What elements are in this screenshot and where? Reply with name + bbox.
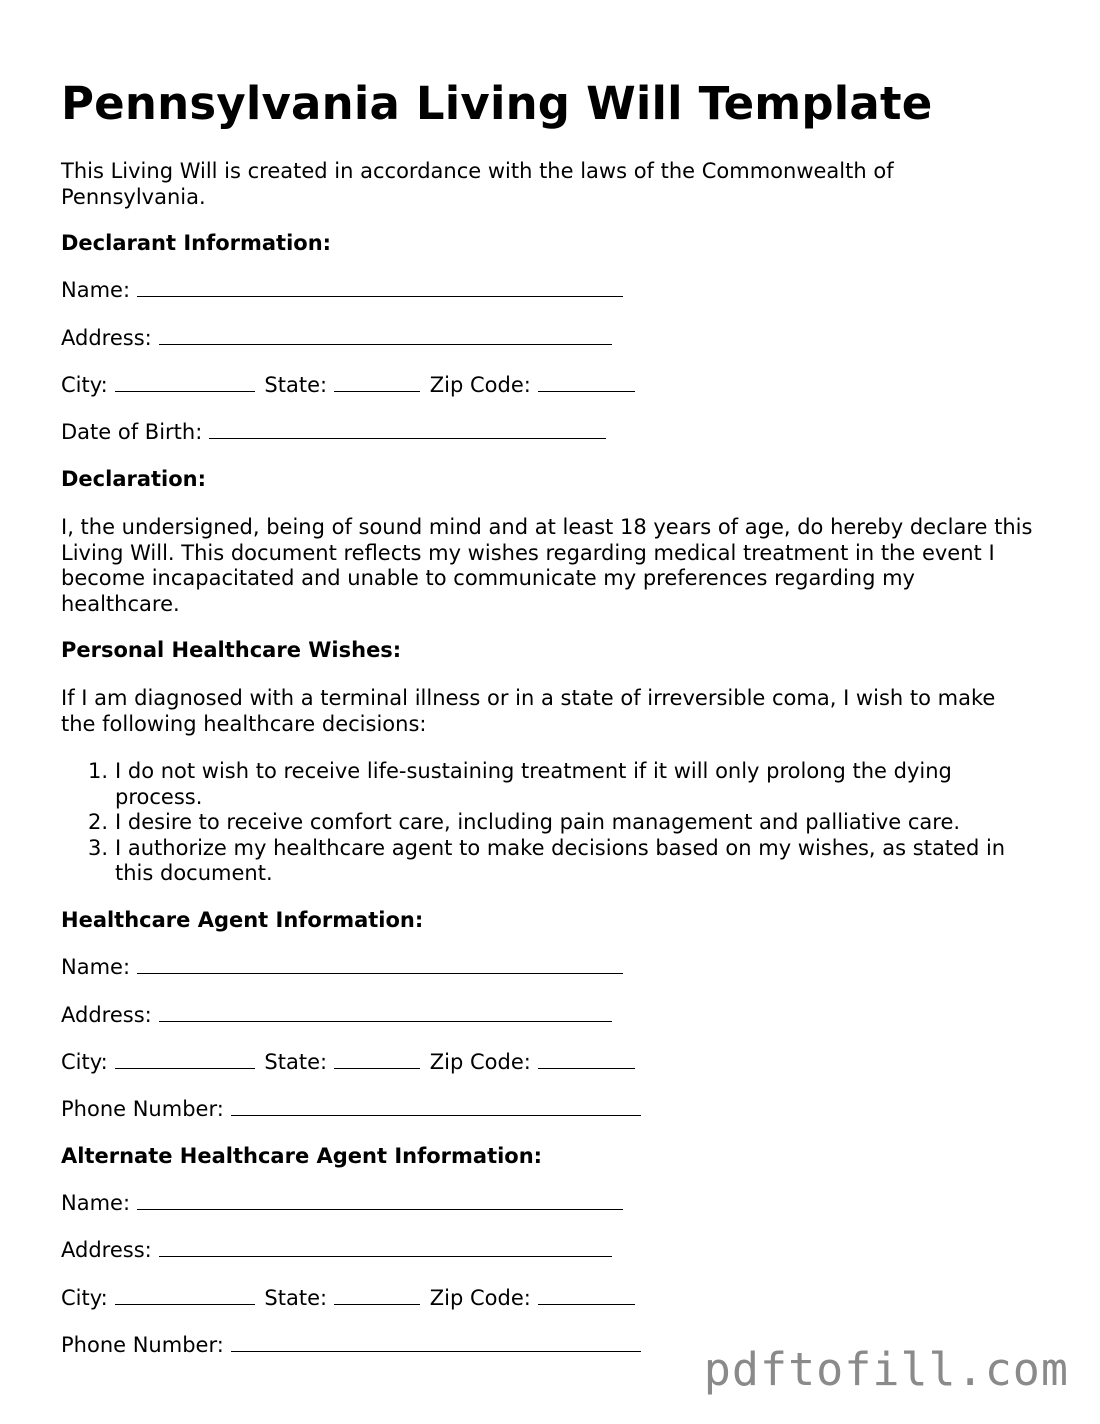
agent-phone-row — [61, 1097, 641, 1123]
wishes-intro: If I am diagnosed with a terminal illness or in a state of irreversible coma, I wish to make the following healthcare decisions: — [61, 686, 996, 736]
alternate-city-row — [61, 1286, 635, 1312]
agent-heading: Healthcare Agent Information: — [61, 908, 424, 932]
declarant-name-field[interactable] — [137, 278, 623, 297]
agent-address-row — [61, 1003, 612, 1029]
agent-city-row — [61, 1050, 635, 1076]
agent-phone-field[interactable] — [231, 1097, 641, 1116]
agent-name-field[interactable] — [137, 955, 623, 974]
alternate-city-label: City: — [61, 1286, 108, 1310]
agent-state-label: State: — [264, 1050, 328, 1074]
declarant-zip-label: Zip Code: — [429, 373, 531, 397]
declarant-state-label: State: — [264, 373, 328, 397]
intro-paragraph: This Living Will is created in accordance with the laws of the Commonwealth of Pennsylvania. — [61, 159, 894, 209]
alternate-state-field[interactable] — [334, 1286, 420, 1305]
declarant-city-field[interactable] — [115, 373, 255, 392]
alternate-address-field[interactable] — [159, 1238, 612, 1257]
alternate-agent-heading: Alternate Healthcare Agent Information: — [61, 1144, 543, 1168]
list-item-number: 1. — [88, 759, 109, 783]
declarant-zip-field[interactable] — [538, 373, 635, 392]
list-item-text: I do not wish to receive life-sustaining treatment if it will only prolong the dying process. — [115, 759, 952, 809]
wishes-list — [88, 759, 1038, 887]
alternate-phone-label: Phone Number: — [61, 1333, 224, 1357]
declarant-name-row — [61, 278, 623, 304]
declarant-heading: Declarant Information: — [61, 231, 332, 255]
declarant-address-label: Address: — [61, 326, 152, 350]
list-item-number: 2. — [88, 810, 109, 834]
alternate-name-row — [61, 1191, 623, 1217]
alternate-address-row — [61, 1238, 612, 1264]
agent-address-field[interactable] — [159, 1003, 612, 1022]
declaration-heading: Declaration: — [61, 467, 207, 491]
declarant-state-field[interactable] — [334, 373, 420, 392]
page-title: Pennsylvania Living Will Template — [61, 77, 933, 130]
agent-zip-field[interactable] — [538, 1050, 635, 1069]
agent-zip-label: Zip Code: — [429, 1050, 531, 1074]
wishes-heading: Personal Healthcare Wishes: — [61, 638, 402, 662]
agent-name-label: Name: — [61, 955, 131, 979]
declarant-city-label: City: — [61, 373, 108, 397]
list-item-number: 3. — [88, 835, 109, 860]
alternate-zip-field[interactable] — [538, 1286, 635, 1305]
list-item — [88, 810, 1038, 836]
alternate-city-field[interactable] — [115, 1286, 255, 1305]
declaration-paragraph: I, the undersigned, being of sound mind and at least 18 years of age, do hereby declare this Living Will. This document reflects my wishes regarding medical treatment in the event I become incapacitated and unable to communicate my preferences regarding my healthcare. — [61, 515, 1033, 616]
watermark-text: pdftofill.com — [703, 1343, 1069, 1396]
alternate-name-label: Name: — [61, 1191, 131, 1215]
agent-city-field[interactable] — [115, 1050, 255, 1069]
agent-phone-label: Phone Number: — [61, 1097, 224, 1121]
declarant-address-row — [61, 326, 612, 352]
agent-name-row — [61, 955, 623, 981]
list-item — [88, 759, 1038, 810]
declarant-dob-label: Date of Birth: — [61, 420, 203, 444]
alternate-zip-label: Zip Code: — [429, 1286, 531, 1310]
alternate-name-field[interactable] — [137, 1191, 623, 1210]
alternate-state-label: State: — [264, 1286, 328, 1310]
list-item — [88, 836, 1038, 887]
declarant-dob-row — [61, 420, 606, 446]
agent-state-field[interactable] — [334, 1050, 420, 1069]
alternate-address-label: Address: — [61, 1238, 152, 1262]
declarant-dob-field[interactable] — [209, 420, 606, 439]
agent-address-label: Address: — [61, 1003, 152, 1027]
declarant-address-field[interactable] — [159, 326, 612, 345]
declarant-city-row — [61, 373, 635, 399]
alternate-phone-row — [61, 1333, 641, 1359]
agent-city-label: City: — [61, 1050, 108, 1074]
list-item-text: I desire to receive comfort care, including pain management and palliative care. — [115, 810, 961, 834]
declarant-name-label: Name: — [61, 278, 131, 302]
list-item-text: I authorize my healthcare agent to make decisions based on my wishes, as stated in this document. — [115, 835, 1006, 885]
alternate-phone-field[interactable] — [231, 1333, 641, 1352]
